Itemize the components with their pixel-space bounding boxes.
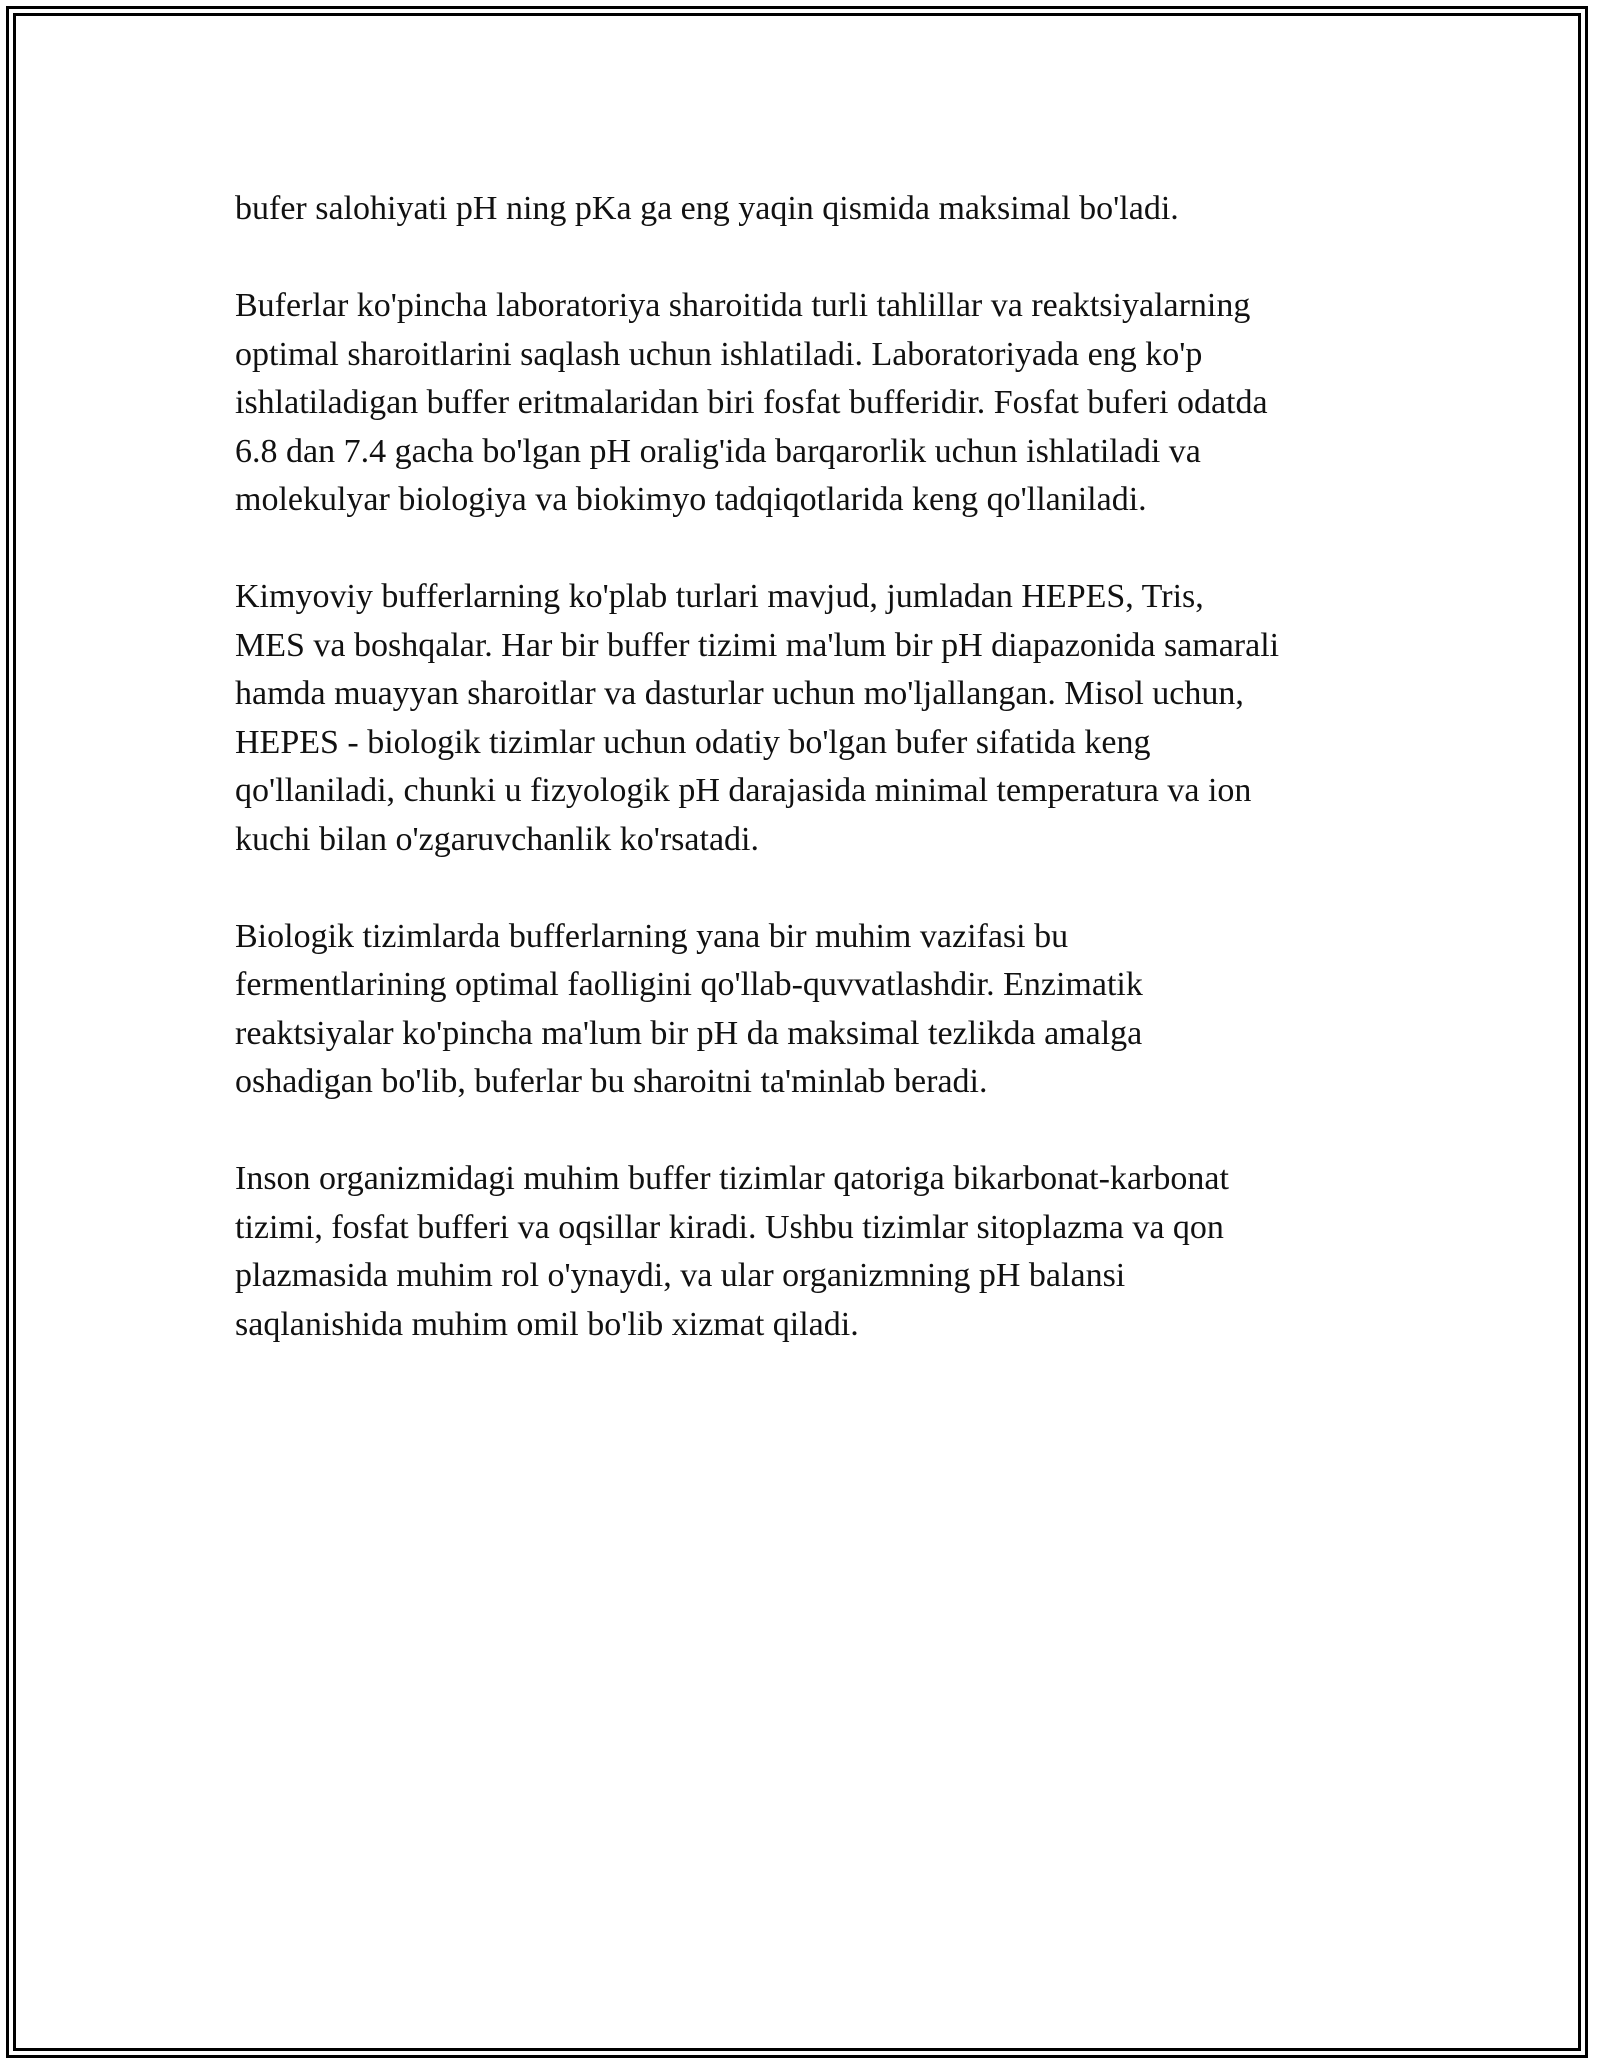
text-line: saqlanishida muhim omil bo'lib xizmat qiladi. bbox=[235, 1305, 859, 1343]
text-line: fermentlarining optimal faolligini qo'llab-quvvatlashdir. Enzimatik bbox=[235, 966, 1143, 1003]
paragraph-laboratory-buffers bbox=[235, 282, 1395, 525]
text-line: ishlatiladigan buffer eritmalaridan biri fosfat bufferidir. Fosfat buferi odatda bbox=[235, 384, 1268, 421]
text-line: HEPES - biologik tizimlar uchun odatiy bo'lgan bufer sifatida keng bbox=[235, 723, 1151, 761]
paragraph-buffer-types bbox=[235, 573, 1395, 864]
text-line: molekulyar biologiya va biokimyo tadqiqotlarida keng qo'llaniladi. bbox=[235, 481, 1147, 518]
text-line: qo'llaniladi, chunki u fizyologik pH darajasida minimal temperatura va ion bbox=[235, 772, 1252, 809]
paragraph-buffer-capacity bbox=[235, 185, 1395, 234]
text-line: plazmasida muhim rol o'ynaydi, va ular organizmning pH balansi bbox=[235, 1257, 1126, 1294]
text-line: Biologik tizimlarda bufferlarning yana bir muhim vazifasi bu bbox=[235, 917, 1069, 955]
text-line: 6.8 dan 7.4 gacha bo'lgan pH oralig'ida barqarorlik uchun ishlatiladi va bbox=[235, 432, 1201, 470]
text-line: kuchi bilan o'zgaruvchanlik ko'rsatadi. bbox=[235, 820, 759, 858]
paragraph-human-buffer-systems bbox=[235, 1155, 1395, 1349]
document-body bbox=[235, 185, 1395, 1349]
paragraph-enzyme-activity bbox=[235, 913, 1395, 1107]
text-line: Kimyoviy bufferlarning ko'plab turlari mavjud, jumladan HEPES, Tris, bbox=[235, 578, 1204, 615]
text-line: MES va boshqalar. Har bir buffer tizimi ma'lum bir pH diapazonida samarali bbox=[235, 626, 1280, 664]
text-line: Inson organizmidagi muhim buffer tizimlar qatoriga bikarbonat-karbonat bbox=[235, 1160, 1229, 1197]
text-line: reaktsiyalar ko'pincha ma'lum bir pH da maksimal tezlikda amalga bbox=[235, 1014, 1143, 1052]
text-line: Buferlar ko'pincha laboratoriya sharoitida turli tahlillar va reaktsiyalarning bbox=[235, 287, 1251, 324]
text-line: tizimi, fosfat bufferi va oqsillar kiradi. Ushbu tizimlar sitoplazma va qon bbox=[235, 1208, 1224, 1246]
text-line: optimal sharoitlarini saqlash uchun ishlatiladi. Laboratoriyada eng ko'p bbox=[235, 335, 1203, 373]
text-line: hamda muayyan sharoitlar va dasturlar uchun mo'ljallangan. Misol uchun, bbox=[235, 675, 1244, 712]
text-line: oshadigan bo'lib, buferlar bu sharoitni ta'minlab beradi. bbox=[235, 1063, 988, 1100]
text-line: bufer salohiyati pH ning pKa ga eng yaqin qismida maksimal bo'ladi. bbox=[235, 190, 1179, 227]
